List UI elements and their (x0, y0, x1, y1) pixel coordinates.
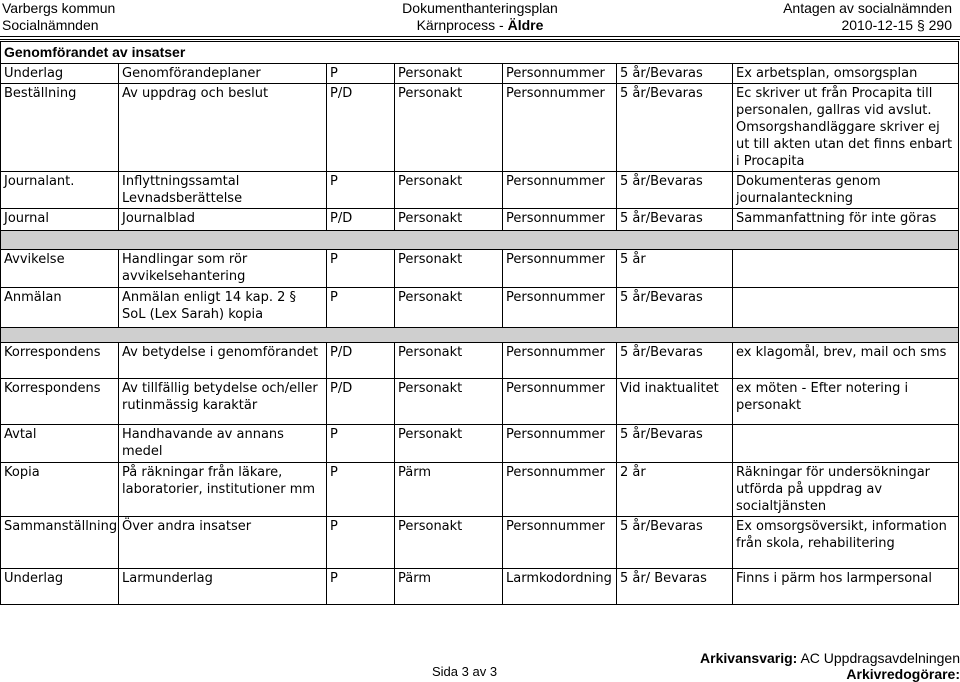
table-cell-c7: ex klagomål, brev, mail och sms (733, 343, 959, 379)
table-cell-c1: Avvikelse (1, 250, 119, 288)
document-title: Dokumenthanteringsplan (402, 0, 558, 16)
section-title: Genomförandet av insatser (1, 42, 959, 64)
table-cell-c5: Personnummer (503, 379, 617, 425)
table-cell-c5: Personnummer (503, 343, 617, 379)
table-cell-c7: Finns i pärm hos larmpersonal (733, 569, 959, 605)
table-cell-c3: P/D (327, 84, 395, 172)
archive-keeper-label: Arkivredogörare: (846, 666, 960, 682)
table-cell-c2: Handlingar som rör avvikelsehantering (119, 250, 327, 288)
table-cell-c6: 5 år/Bevaras (617, 172, 733, 209)
table-cell-c2: Av tillfällig betydelse och/eller rutinmässig karaktär (119, 379, 327, 425)
table-cell-c4: Personakt (395, 64, 503, 84)
table-cell-c2: Anmälan enligt 14 kap. 2 § SoL (Lex Sarah) kopia (119, 288, 327, 328)
table-cell-c7: Ex arbetsplan, omsorgsplan (733, 64, 959, 84)
table-cell-c1: Underlag (1, 569, 119, 605)
archive-responsible (700, 650, 960, 666)
table-cell-c4: Personakt (395, 209, 503, 231)
table-cell-c3: P (327, 288, 395, 328)
org-name: Varbergs kommun (2, 0, 116, 16)
separator-row (1, 328, 959, 343)
table-cell-c3: P (327, 172, 395, 209)
table-cell-c1: Avtal (1, 425, 119, 463)
retention-table (0, 41, 959, 605)
table-cell-c7: Ex omsorgsöversikt, information från skola, rehabilitering (733, 517, 959, 569)
table-cell-c4: Personakt (395, 379, 503, 425)
table-row (1, 463, 959, 517)
table-cell-c2: Handhavande av annans medel (119, 425, 327, 463)
table-cell-c1: Journalant. (1, 172, 119, 209)
table-cell-c3: P (327, 463, 395, 517)
header-rule-2 (0, 39, 960, 40)
adoption-date: 2010-12-15 § 290 (841, 17, 952, 33)
table-row (1, 64, 959, 84)
section-header-row (1, 42, 959, 64)
table-cell-c1: Korrespondens (1, 379, 119, 425)
table-cell-c7: ex möten - Efter notering i personakt (733, 379, 959, 425)
page-footer (0, 650, 960, 681)
process-title (0, 17, 960, 34)
table-cell-c3: P/D (327, 379, 395, 425)
table-row (1, 288, 959, 328)
table-cell-c5: Personnummer (503, 463, 617, 517)
table-row (1, 517, 959, 569)
table-cell-c1: Kopia (1, 463, 119, 517)
adopted-by: Antagen av socialnämnden (783, 0, 952, 16)
table-cell-c6: 5 år/Bevaras (617, 84, 733, 172)
table-cell-c4: Personakt (395, 425, 503, 463)
table-row (1, 425, 959, 463)
table-cell-c6: 2 år (617, 463, 733, 517)
table-cell-c2: Genomförandeplaner (119, 64, 327, 84)
table-cell-c5: Personnummer (503, 64, 617, 84)
board-name: Socialnämnden (2, 17, 99, 33)
header-rule-1 (0, 36, 960, 37)
table-row (1, 250, 959, 288)
table-cell-c2: Larmunderlag (119, 569, 327, 605)
table-cell-c5: Personnummer (503, 288, 617, 328)
table-cell-c3: P (327, 64, 395, 84)
table-row (1, 209, 959, 231)
table-cell-c3: P (327, 250, 395, 288)
table-row (1, 172, 959, 209)
table-cell-c5: Personnummer (503, 517, 617, 569)
table-cell-c6: 5 år/Bevaras (617, 209, 733, 231)
table-cell-c1: Underlag (1, 64, 119, 84)
table-cell-c6: Vid inaktualitet (617, 379, 733, 425)
table-cell-c5: Personnummer (503, 209, 617, 231)
table-cell-c3: P (327, 425, 395, 463)
table-cell-c7 (733, 250, 959, 288)
table-cell-c5: Personnummer (503, 84, 617, 172)
table-cell-c5: Larmkodordning (503, 569, 617, 605)
page-number: Sida 3 av 3 (432, 664, 498, 679)
table-row (1, 379, 959, 425)
table-cell-c5: Personnummer (503, 172, 617, 209)
table-cell-c6: 5 år/Bevaras (617, 64, 733, 84)
table-cell-c2: Inflyttningssamtal Levnadsberättelse (119, 172, 327, 209)
table-cell-c1: Sammanställning (1, 517, 119, 569)
table-cell-c1: Beställning (1, 84, 119, 172)
table-cell-c6: 5 år/Bevaras (617, 517, 733, 569)
table-cell-c3: P (327, 517, 395, 569)
table-row (1, 343, 959, 379)
table-cell-c2: Av betydelse i genomförandet (119, 343, 327, 379)
table-cell-c6: 5 år (617, 250, 733, 288)
table-cell-c6: 5 år/Bevaras (617, 425, 733, 463)
table-cell-c7: Räkningar för undersökningar utförda på uppdrag av socialtjänsten (733, 463, 959, 517)
page-header (0, 0, 960, 38)
table-cell-c4: Personakt (395, 288, 503, 328)
separator-row (1, 231, 959, 250)
table-cell-c6: 5 år/Bevaras (617, 343, 733, 379)
table-cell-c4: Pärm (395, 569, 503, 605)
table-cell-c4: Pärm (395, 463, 503, 517)
process-name: Äldre (507, 17, 544, 33)
archive-responsible-label: Arkivansvarig: (700, 650, 798, 666)
table-cell-c5: Personnummer (503, 425, 617, 463)
table-row (1, 84, 959, 172)
table-cell-c1: Anmälan (1, 288, 119, 328)
table-cell-c4: Personakt (395, 172, 503, 209)
table-cell-c7: Dokumenteras genom journalanteckning (733, 172, 959, 209)
archive-responsible-value: AC Uppdragsavdelningen (797, 650, 960, 666)
table-cell-c2: Över andra insatser (119, 517, 327, 569)
table-cell-c6: 5 år/Bevaras (617, 288, 733, 328)
table-row (1, 569, 959, 605)
table-cell-c1: Journal (1, 209, 119, 231)
table-cell-c4: Personakt (395, 84, 503, 172)
table-cell-c7 (733, 288, 959, 328)
table-cell-c3: P/D (327, 343, 395, 379)
table-cell-c4: Personakt (395, 343, 503, 379)
table-cell-c3: P (327, 569, 395, 605)
table-cell-c2: Journalblad (119, 209, 327, 231)
table-cell-c2: Av uppdrag och beslut (119, 84, 327, 172)
table-cell-c6: 5 år/ Bevaras (617, 569, 733, 605)
table-cell-c5: Personnummer (503, 250, 617, 288)
table-cell-c7: Ec skriver ut från Procapita till personalen, gallras vid avslut. Omsorgshandläggare skriver ej ut till akten utan det finns enbart i Procapita (733, 84, 959, 172)
table-cell-c1: Korrespondens (1, 343, 119, 379)
table-cell-c7: Sammanfattning för inte göras (733, 209, 959, 231)
process-prefix: Kärnprocess - (416, 17, 508, 33)
table-cell-c4: Personakt (395, 250, 503, 288)
table-cell-c3: P/D (327, 209, 395, 231)
table-cell-c7 (733, 425, 959, 463)
table-cell-c2: På räkningar från läkare, laboratorier, institutioner mm (119, 463, 327, 517)
table-cell-c4: Personakt (395, 517, 503, 569)
